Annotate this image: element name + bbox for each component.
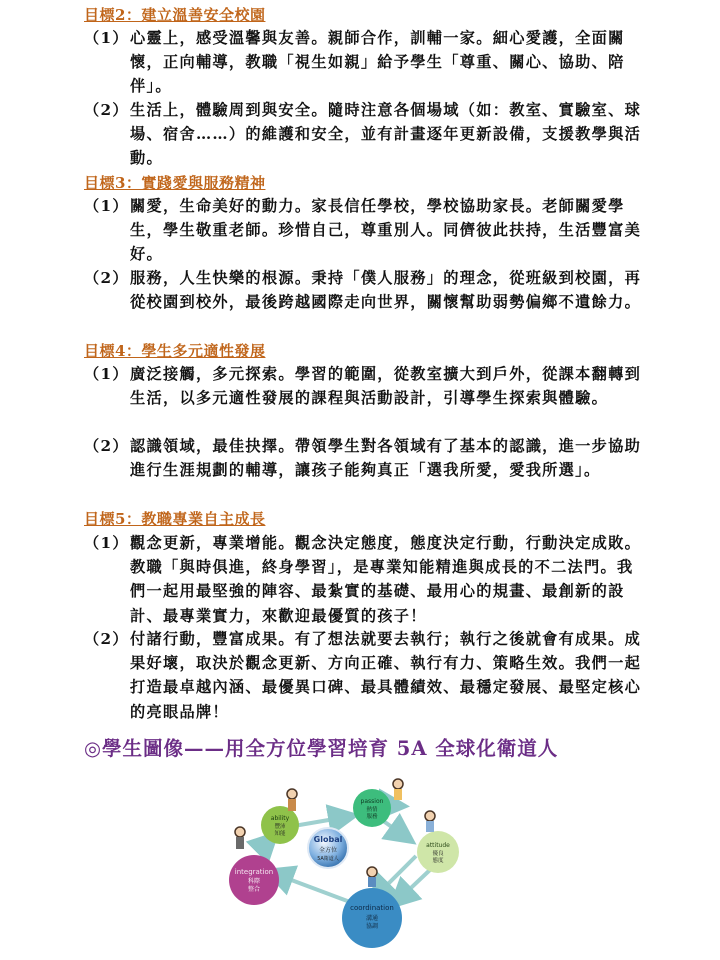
item-number: （2） bbox=[84, 269, 129, 287]
node-label-en: integration bbox=[234, 868, 274, 876]
goal-3-item-2 bbox=[84, 266, 644, 314]
item-text: 關愛，生命美好的動力。家長信任學校，學校協助家長。老師關愛學生，學生敬重老師。珍惜自己，尊重別人。同儕彼此扶持，生活豐富美好。 bbox=[130, 197, 642, 264]
goal-5-item-2 bbox=[84, 627, 644, 724]
center-label-zh2: 5A衛道人 bbox=[317, 856, 339, 862]
node-attitude bbox=[417, 831, 459, 873]
node-label-zh1: 優良 bbox=[432, 851, 444, 857]
node-label-zh2: 態度 bbox=[432, 858, 444, 864]
item-number: （1） bbox=[84, 365, 129, 383]
item-number: （1） bbox=[84, 197, 129, 215]
item-number: （2） bbox=[84, 630, 129, 648]
goal-3-item-1 bbox=[84, 194, 644, 267]
person-figure-icon bbox=[235, 827, 245, 849]
item-text: 心靈上，感受溫馨與友善。親師合作，訓輔一家。細心愛護，全面關懷，正向輔導，教職「視生如親」給予學生「尊重、關心、協助、陪伴」。 bbox=[130, 29, 625, 96]
item-text: 服務，人生快樂的根源。秉持「僕人服務」的理念，從班級到校園，再從校園到校外，最後跨越國際走向世界，關懷幫助弱勢偏鄉不遺餘力。 bbox=[130, 269, 642, 312]
center-label-en: Global bbox=[313, 835, 343, 844]
node-label-zh1: 科際 bbox=[247, 878, 261, 885]
item-text: 付諸行動，豐富成果。有了想法就要去執行；執行之後就會有成果。成果好壞，取決於觀念更新、方向正確、執行有力、策略生效。我們一起打造最卓越內涵、最優異口碑、最具體績效、最穩定發展、最堅定核心的亮眼品牌！ bbox=[130, 630, 642, 721]
node-passion bbox=[353, 789, 391, 827]
node-label-en: attitude bbox=[426, 842, 450, 849]
goal-5-item-1 bbox=[84, 531, 644, 628]
item-text: 生活上，體驗周到與安全。隨時注意各個場域（如：教室、實驗室、球場、宿舍……）的維護和安全，並有計畫逐年更新設備，支援教學與活動。 bbox=[130, 101, 642, 168]
center-label-zh1: 全方位 bbox=[318, 847, 338, 854]
item-text: 觀念更新，專業增能。觀念決定態度，態度決定行動，行動決定成敗。教職「與時俱進，終身學習」，是專業知能精進與成長的不二法門。我們一起用最堅強的陣容、最紮實的基礎、最用心的規畫、最創新的設計、最專業實力，來歡迎最優質的孩子！ bbox=[130, 534, 642, 625]
center-globe bbox=[308, 828, 348, 868]
node-label-zh1: 溝通 bbox=[365, 915, 379, 922]
node-label-en: coordination bbox=[350, 904, 394, 912]
goal-4-item-1 bbox=[84, 362, 644, 410]
goal-2-item-1 bbox=[84, 26, 644, 99]
node-label-zh1: 熱情 bbox=[366, 807, 378, 813]
node-ability bbox=[261, 806, 299, 844]
item-number: （1） bbox=[84, 29, 129, 47]
node-label-zh2: 知能 bbox=[274, 831, 286, 837]
item-number: （2） bbox=[84, 101, 129, 119]
node-label-zh2: 服務 bbox=[366, 814, 378, 820]
item-text: 認識領域，最佳抉擇。帶領學生對各領域有了基本的認識，進一步協助進行生涯規劃的輔導，讓孩子能夠真正「選我所愛，愛我所選」。 bbox=[130, 437, 642, 480]
item-number: （1） bbox=[84, 534, 129, 552]
goal-2-item-2 bbox=[84, 98, 644, 171]
node-label-en: passion bbox=[360, 798, 384, 805]
node-label-zh1: 豐沛 bbox=[274, 824, 286, 830]
goal-5-title: 目標5：教職專業自主成長 bbox=[84, 510, 266, 528]
goal-3-title: 目標3：實踐愛與服務精神 bbox=[84, 174, 266, 192]
goal-2-title: 目標2：建立溫善安全校園 bbox=[84, 6, 266, 24]
person-figure-icon bbox=[287, 789, 297, 811]
node-label-en: ability bbox=[270, 815, 290, 822]
node-coordination bbox=[342, 888, 402, 948]
student-image-heading: ◎學生圖像——用全方位學習培育 5A 全球化衛道人 bbox=[84, 737, 559, 760]
node-integration bbox=[229, 855, 279, 905]
goal-4-title: 目標4：學生多元適性發展 bbox=[84, 342, 266, 360]
node-label-zh2: 協調 bbox=[365, 923, 379, 930]
goal-4-item-2 bbox=[84, 434, 644, 482]
item-number: （2） bbox=[84, 437, 129, 455]
5a-diagram bbox=[210, 770, 530, 960]
node-label-zh2: 整合 bbox=[247, 886, 261, 893]
item-text: 廣泛接觸，多元探索。學習的範圍，從教室擴大到戶外，從課本翻轉到生活，以多元適性發展的課程與活動設計，引導學生探索與體驗。 bbox=[130, 365, 642, 408]
person-figure-icon bbox=[367, 867, 377, 887]
person-figure-icon bbox=[393, 779, 403, 800]
person-figure-icon bbox=[425, 811, 435, 832]
